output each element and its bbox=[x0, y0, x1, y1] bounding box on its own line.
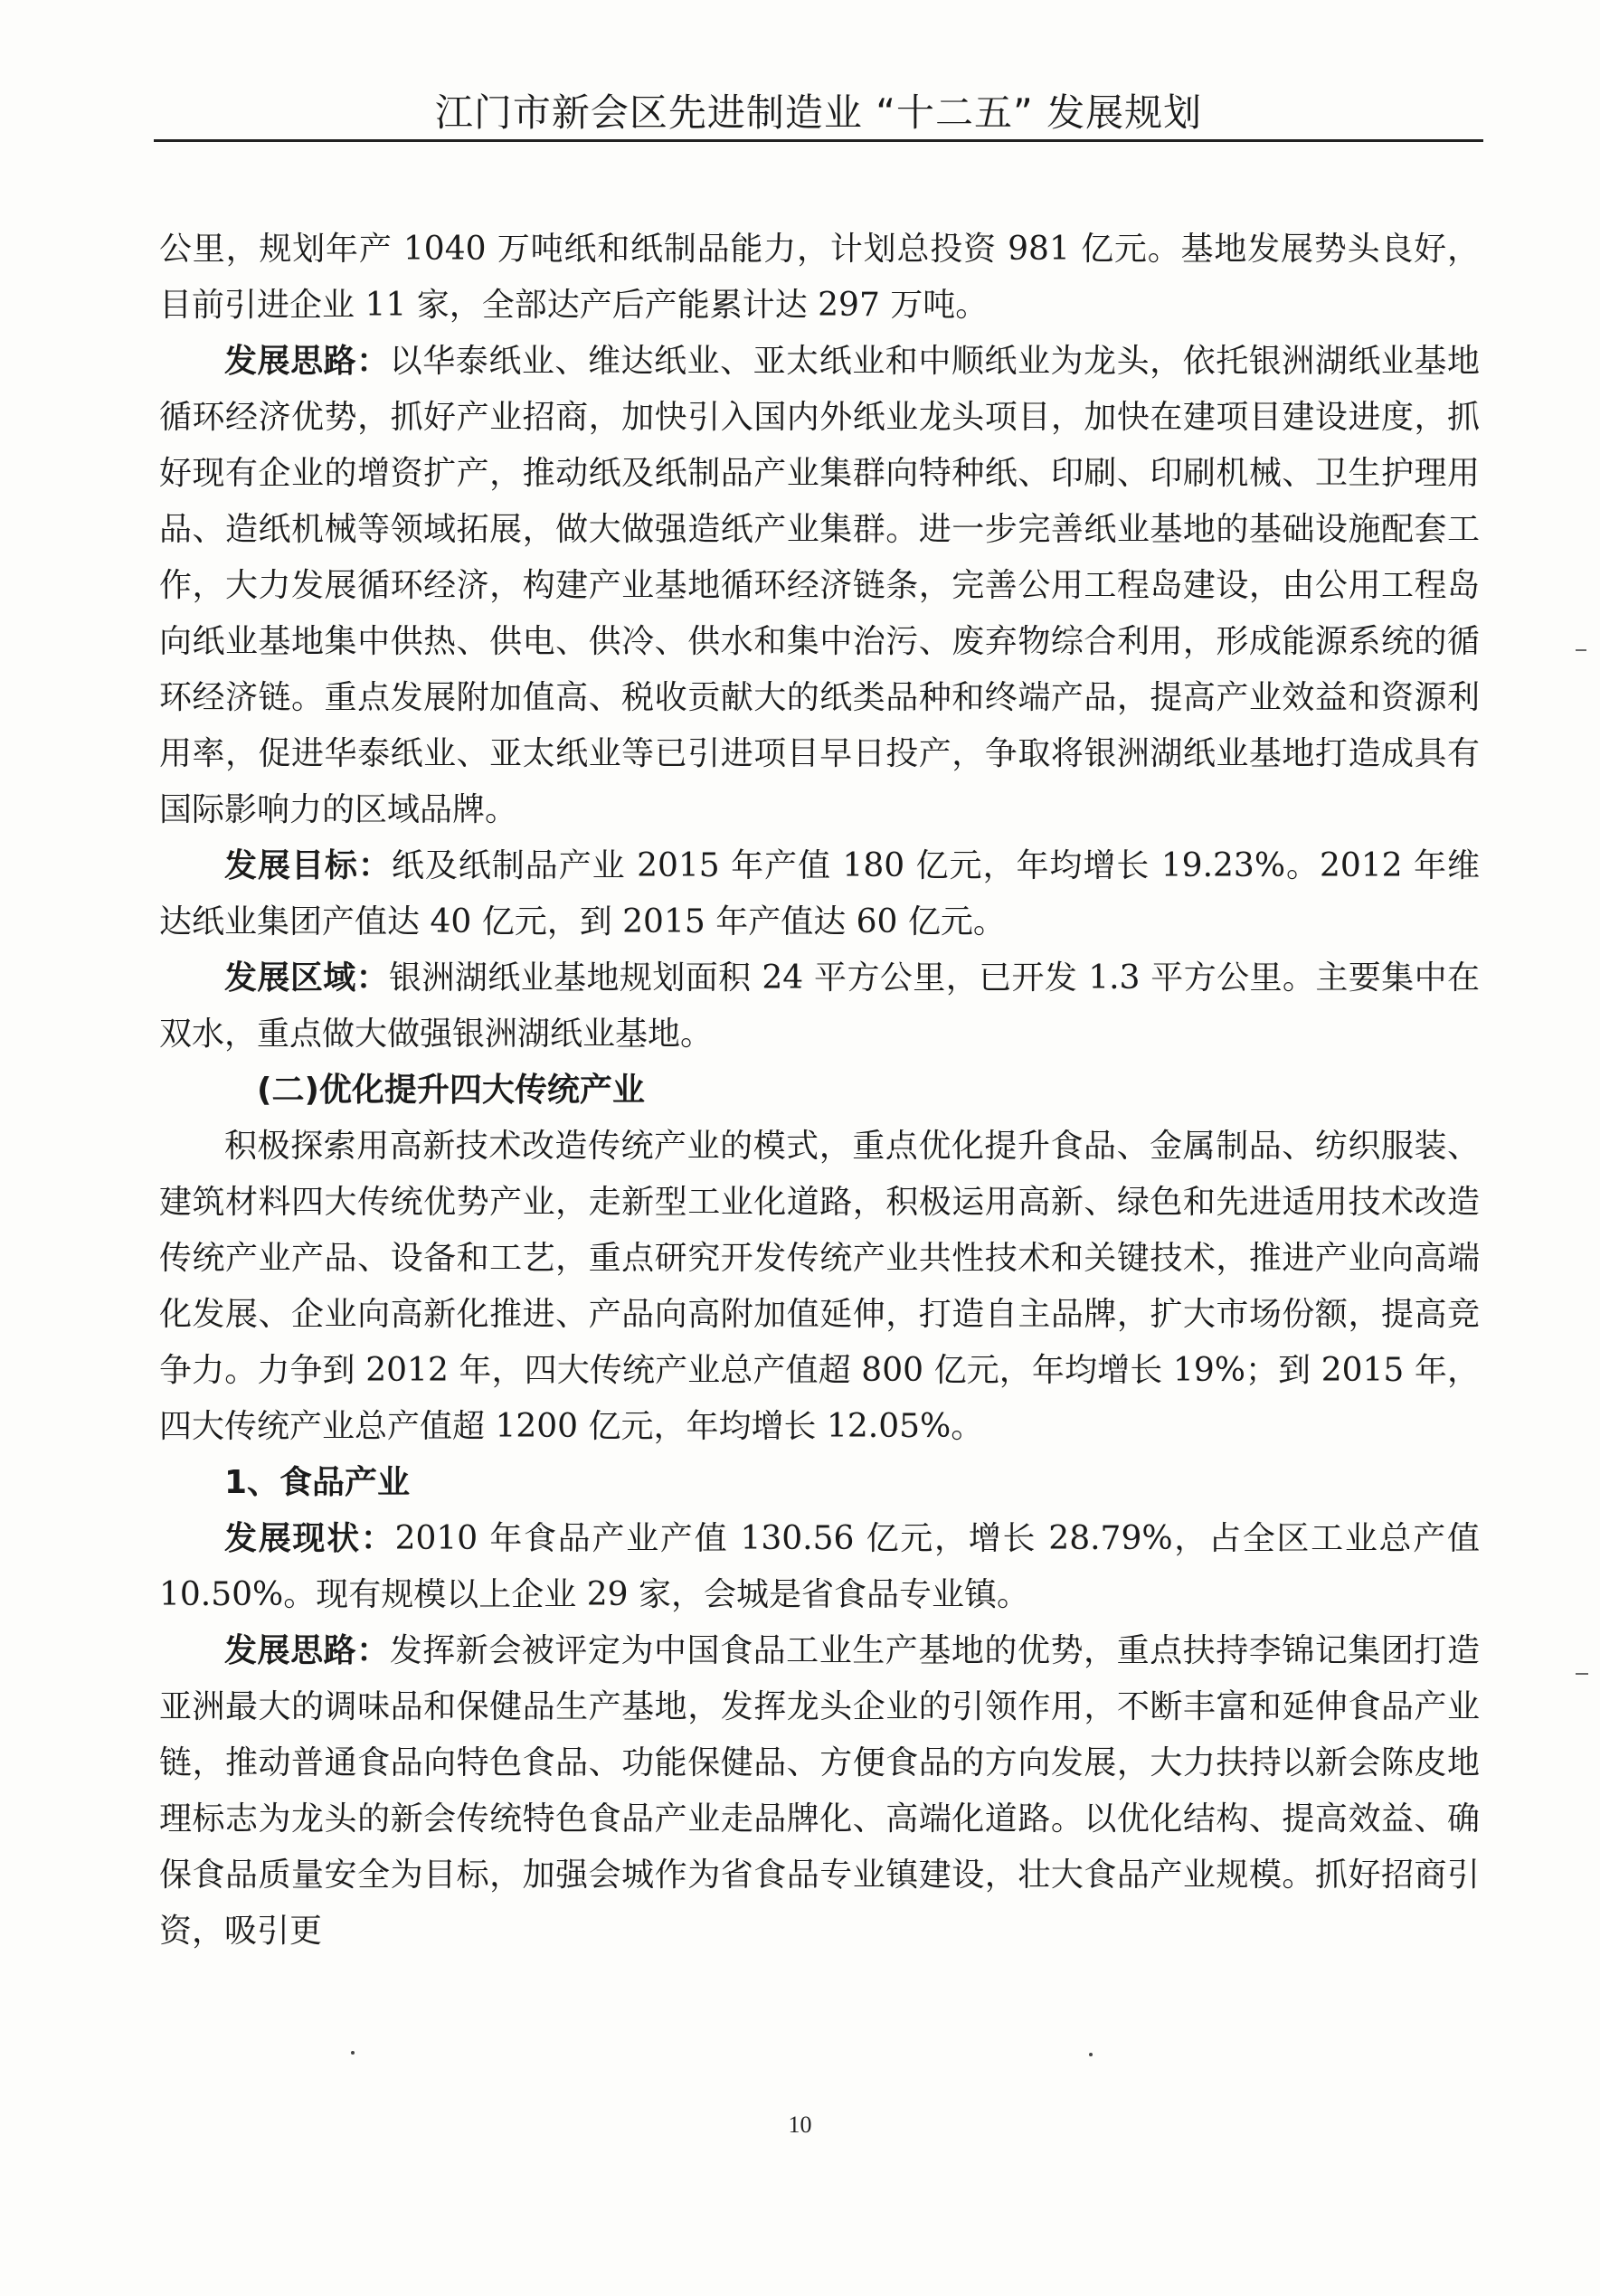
body-text bbox=[159, 222, 1480, 1960]
paragraph-current-status bbox=[159, 1511, 1480, 1623]
paragraph-label: 发展区域： bbox=[224, 959, 390, 997]
paragraph-section-intro bbox=[159, 1119, 1480, 1455]
scan-edge-mark bbox=[1576, 1673, 1588, 1675]
paragraph-label: 发展思路： bbox=[224, 343, 390, 380]
paragraph-text: 银洲湖纸业基地规划面积 24 平方公里，已开发 1.3 平方公里。主要集中在双水，重点做大做强银洲湖纸业基地。 bbox=[159, 959, 1480, 1053]
paragraph-development-target bbox=[159, 838, 1480, 950]
subsection-heading: 1、食品产业 bbox=[224, 1464, 411, 1501]
paragraph-text: 2010 年食品产业产值 130.56 亿元，增长 28.79%，占全区工业总产值 10.50%。现有规模以上企业 29 家，会城是省食品专业镇。 bbox=[159, 1520, 1480, 1613]
scan-edge-mark bbox=[1576, 649, 1586, 651]
running-header bbox=[154, 86, 1483, 140]
paragraph-text: 积极探索用高新技术改造传统产业的模式，重点优化提升食品、金属制品、纺织服装、建筑材料四大传统优势产业，走新型工业化道路，积极运用高新、绿色和先进适用技术改造传统产业产品、设备和工艺，重点研究开发传统产业共性技术和关键技术，推进产业向高端化发展、企业向高新化推进、产品向高附加值延伸，打造自主品牌，扩大市场份额，提高竞争力。力争到 2012 年，四大传统产业总产值超 800 亿元，年均增长 19%；到 2015 年，四大传统产业总产值超 1200 亿元，年均增长 12.05%。 bbox=[159, 1128, 1480, 1445]
paragraph-continued bbox=[159, 222, 1480, 334]
section-heading: (二)优化提升四大传统产业 bbox=[257, 1072, 645, 1109]
paragraph-label: 发展目标： bbox=[224, 847, 392, 884]
paragraph-text: 发挥新会被评定为中国食品工业生产基地的优势，重点扶持李锦记集团打造亚洲最大的调味品和保健品生产基地，发挥龙头企业的引领作用，不断丰富和延伸食品产业链，推动普通食品向特色食品、功能保健品、方便食品的方向发展，大力扶持以新会陈皮地理标志为龙头的新会传统特色食品产业走品牌化、高端化道路。以优化结构、提高效益、确保食品质量安全为目标，加强会城作为省食品专业镇建设，壮大食品产业规模。抓好招商引资，吸引更 bbox=[159, 1632, 1480, 1950]
paragraph-text: 以华泰纸业、维达纸业、亚太纸业和中顺纸业为龙头，依托银洲湖纸业基地循环经济优势，抓好产业招商，加快引入国内外纸业龙头项目，加快在建项目建设进度，抓好现有企业的增资扩产，推动纸及纸制品产业集群向特种纸、印刷、印刷机械、卫生护理用品、造纸机械等领域拓展，做大做强造纸产业集群。进一步完善纸业基地的基础设施配套工作，大力发展循环经济，构建产业基地循环经济链条，完善公用工程岛建设，由公用工程岛向纸业基地集中供热、供电、供冷、供水和集中治污、废弃物综合利用，形成能源系统的循环经济链。重点发展附加值高、税收贡献大的纸类品种和终端产品，提高产业效益和资源利用率，促进华泰纸业、亚太纸业等已引进项目早日投产，争取将银洲湖纸业基地打造成具有国际影响力的区域品牌。 bbox=[159, 343, 1480, 828]
paragraph-label: 发展思路： bbox=[224, 1632, 390, 1669]
paragraph-text: 公里，规划年产 1040 万吨纸和纸制品能力，计划总投资 981 亿元。基地发展势头良好，目前引进企业 11 家，全部达产后产能累计达 297 万吨。 bbox=[159, 231, 1480, 324]
scan-speck bbox=[1089, 2053, 1093, 2056]
paragraph-label: 发展现状： bbox=[224, 1520, 395, 1557]
header-divider bbox=[154, 139, 1483, 142]
paragraph-food-approach bbox=[159, 1623, 1480, 1960]
paragraph-development-approach bbox=[159, 334, 1480, 838]
page-number: 10 bbox=[788, 2112, 812, 2138]
paragraph-text: 纸及纸制品产业 2015 年产值 180 亿元，年均增长 19.23%。2012 年维达纸业集团产值达 40 亿元，到 2015 年产值达 60 亿元。 bbox=[159, 847, 1480, 940]
header-title: 江门市新会区先进制造业 “十二五” 发展规划 bbox=[434, 90, 1203, 135]
scan-speck bbox=[351, 2051, 355, 2055]
paragraph-development-area bbox=[159, 950, 1480, 1063]
